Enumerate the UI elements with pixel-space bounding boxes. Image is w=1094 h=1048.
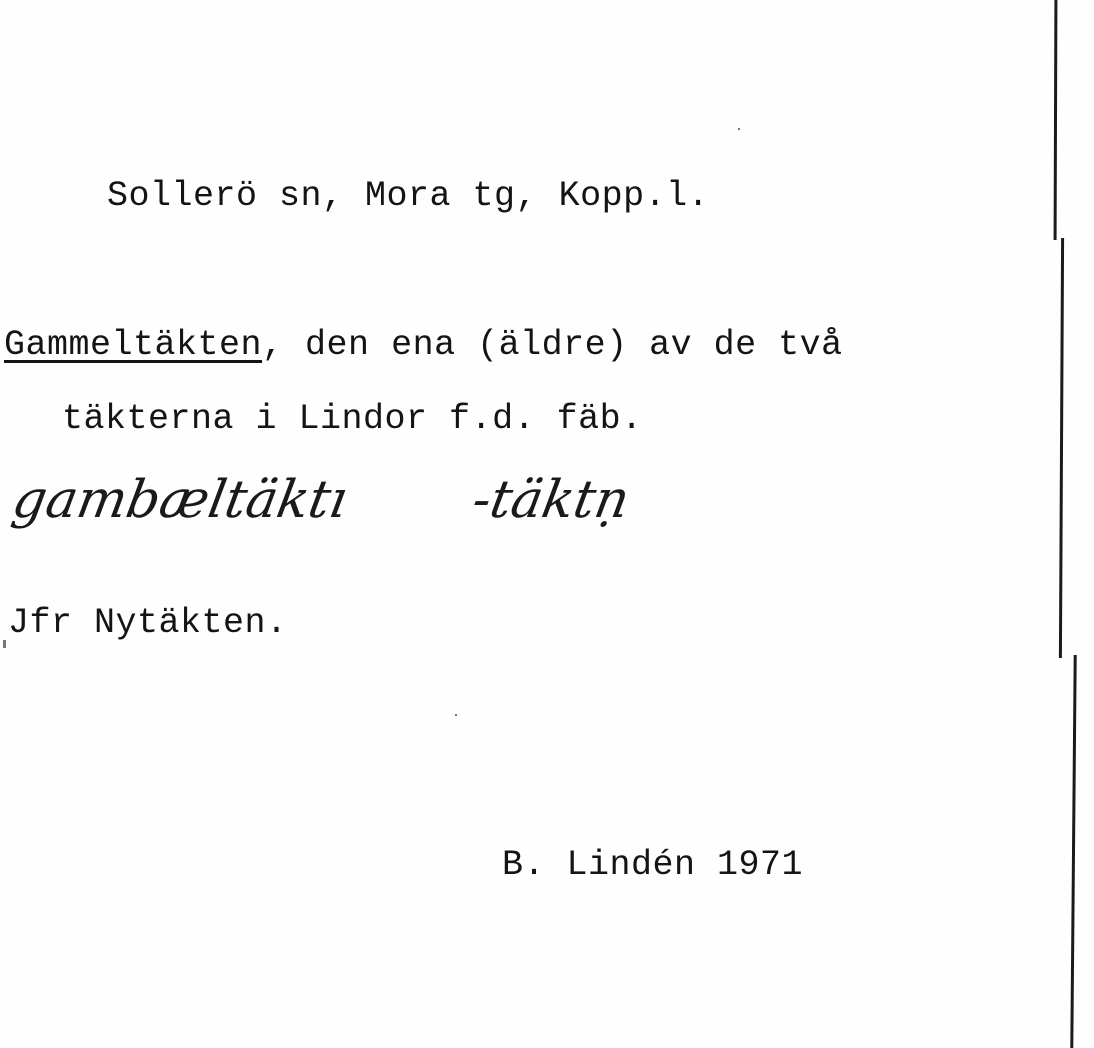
definition-text: , den ena (äldre) av de två <box>262 325 843 365</box>
pronunciation-form: gambæltäktı <box>8 470 352 530</box>
entry-line-2: täkterna i Lindor f.d. fäb. <box>62 399 643 439</box>
paper-speck <box>3 640 6 648</box>
cross-reference: Jfr Nytäkten. <box>8 603 288 643</box>
entry-line-1 <box>4 325 843 365</box>
pronunciation-plural: -täktṇ <box>468 470 634 530</box>
card-edge-line-bottom <box>1070 655 1076 1048</box>
card-edge-line-top <box>1054 0 1058 240</box>
paper-speck <box>455 714 457 716</box>
signature-line: B. Lindén 1971 <box>502 845 804 885</box>
paper-speck <box>738 128 740 130</box>
headword: Gammeltäkten <box>4 325 263 365</box>
card-edge-line-middle <box>1059 238 1064 658</box>
location-line: Sollerö sn, Mora tg, Kopp.l. <box>107 176 710 216</box>
